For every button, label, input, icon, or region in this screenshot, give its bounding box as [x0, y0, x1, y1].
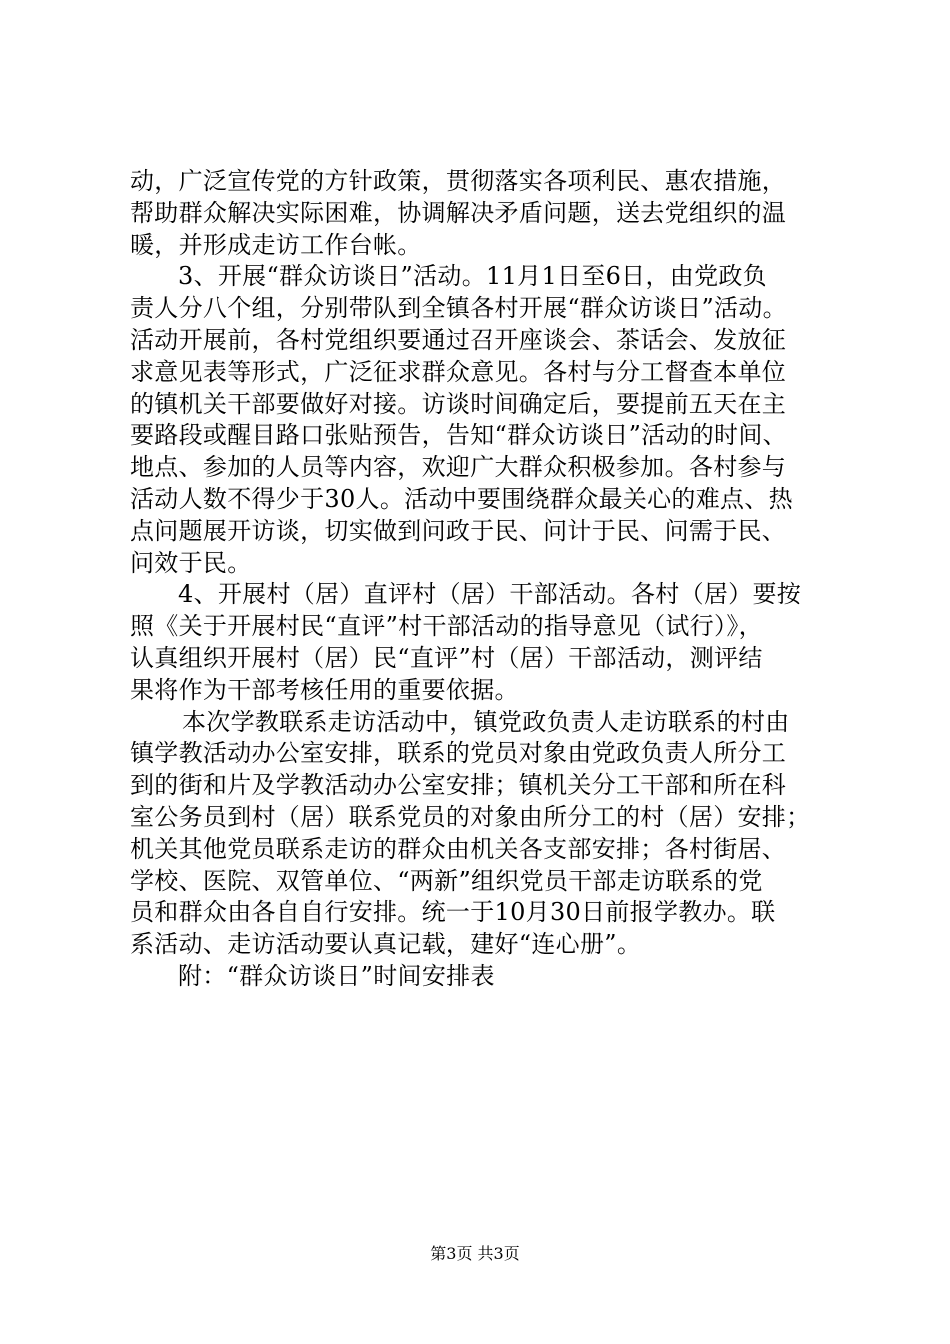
text-line: 学校、医院、双管单位、“两新”组织党员干部走访联系的党: [130, 866, 763, 895]
text-line: 活动人数不得少于30人。活动中要围绕群众最关心的难点、热: [130, 484, 793, 513]
text-line: 员和群众由各自自行安排。统一于10月30日前报学教办。联: [130, 898, 776, 927]
paragraph-4-start: 4、开展村（居）直评村（居）干部活动。各村（居）要按: [178, 580, 802, 609]
paragraph-3-start: 3、开展“群众访谈日”活动。11月1日至6日，由党政负: [178, 262, 767, 291]
text-line: 果将作为干部考核任用的重要依据。: [130, 675, 519, 704]
document-body: [130, 166, 830, 993]
text-line: 动，广泛宣传党的方针政策，贯彻落实各项利民、惠农措施，: [130, 167, 787, 195]
text-line: 活动开展前，各村党组织要通过召开座谈会、茶话会、发放征: [130, 325, 787, 354]
text-line: 到的街和片及学教活动办公室安排；镇机关分工干部和所在科: [130, 771, 787, 800]
text-line: 帮助群众解决实际困难，协调解决矛盾问题，送去党组织的温: [130, 198, 787, 227]
text-line: 点问题展开访谈，切实做到问政于民、问计于民、问需于民、: [130, 516, 787, 545]
appendix-note: 附：“群众访谈日”时间安排表: [178, 961, 495, 990]
text-line: 责人分八个组，分别带队到全镇各村开展“群众访谈日”活动。: [130, 294, 787, 323]
text-line: 机关其他党员联系走访的群众由机关各支部安排；各村街居、: [130, 834, 787, 863]
text-line: 认真组织开展村（居）民“直评”村（居）干部活动，测评结: [130, 643, 763, 672]
text-line: 照《关于开展村民“直评”村干部活动的指导意见（试行）》，: [130, 612, 763, 641]
text-line: 系活动、走访活动要认真记载，建好“连心册”。: [130, 930, 642, 959]
page-footer: 第3页 共3页: [430, 1244, 520, 1263]
text-line: 镇学教活动办公室安排，联系的党员对象由党政负责人所分工: [130, 739, 787, 768]
text-line: 地点、参加的人员等内容，欢迎广大群众积极参加。各村参与: [130, 453, 787, 482]
text-line: 求意见表等形式，广泛征求群众意见。各村与分工督查本单位: [130, 357, 787, 386]
text-line: 室公务员到村（居）联系党员的对象由所分工的村（居）安排；: [130, 802, 811, 831]
paragraph-summary-start: 本次学教联系走访活动中，镇党政负责人走访联系的村由: [182, 707, 790, 736]
text-line: 的镇机关干部要做好对接。访谈时间确定后，要提前五天在主: [130, 389, 787, 418]
text-line: 要路段或醒目路口张贴预告，告知“群众访谈日”活动的时间、: [130, 421, 787, 450]
text-line: 问效于民。: [130, 548, 252, 577]
text-line: 暖，并形成走访工作台帐。: [130, 230, 422, 259]
